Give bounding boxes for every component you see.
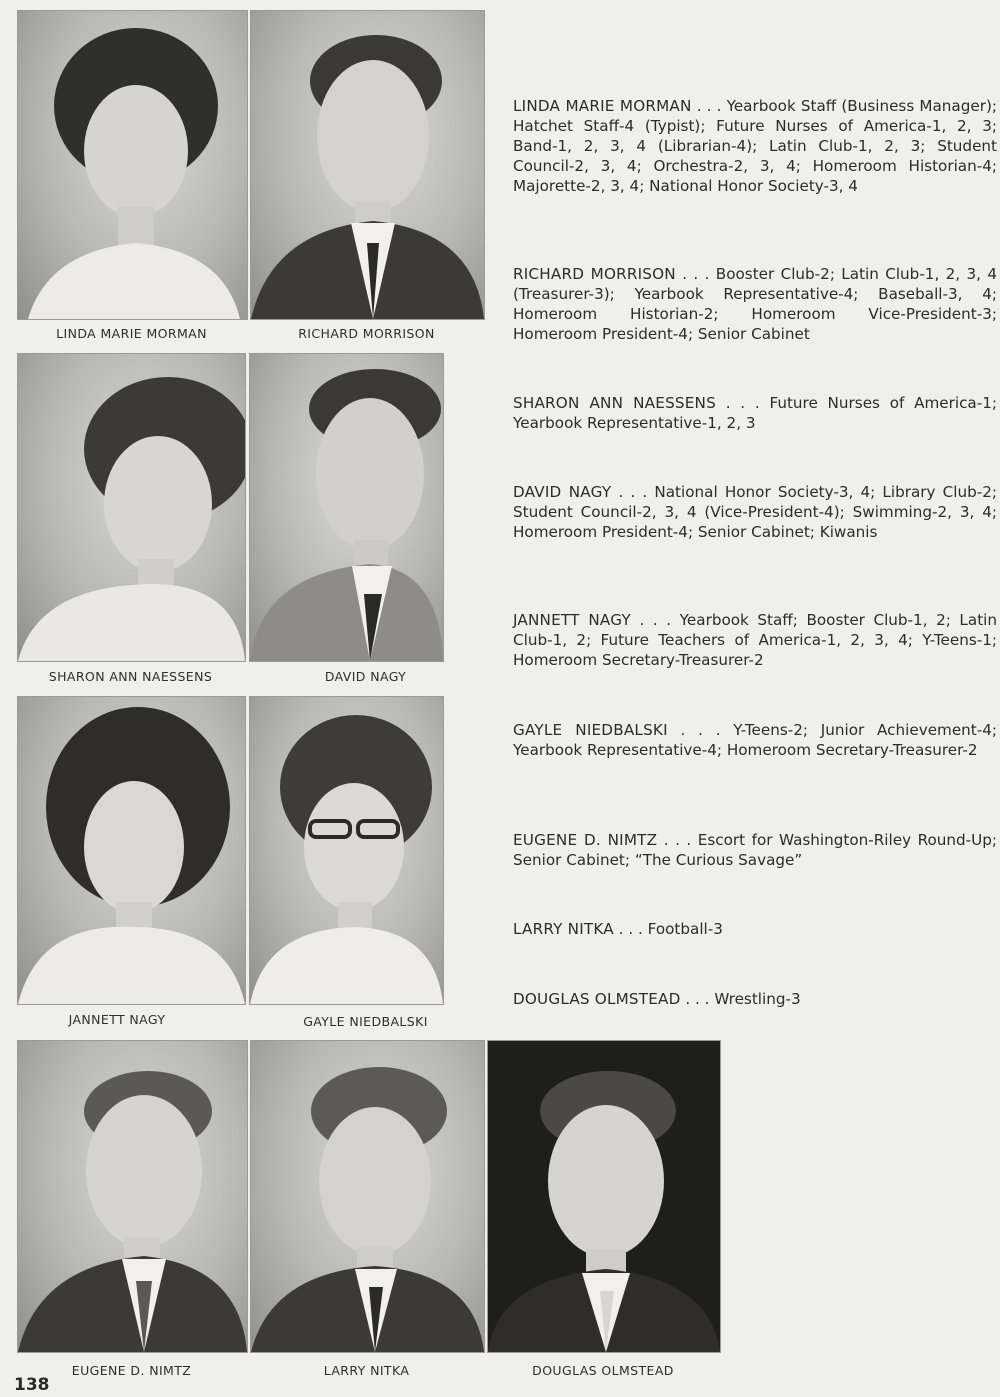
female-portrait-icon xyxy=(18,11,247,319)
bio-larry-nitka xyxy=(513,919,997,939)
bio-sharon-ann-naessens xyxy=(513,393,997,433)
bio-activities: National Honor Society-3, 4; Library Club-2; Student Council-2, 3, 4 (Vice-President-4); Swimming-2, 3, 4; Homeroom President-4; Senior Cabinet; Kiwanis xyxy=(513,483,997,541)
portrait-jannett-nagy xyxy=(17,696,246,1005)
male-portrait-icon xyxy=(251,11,484,319)
bio-activities: Yearbook Staff (Business Manager); Hatchet Staff-4 (Typist); Future Nurses of America-1, 2, 3; Band-1, 2, 3, 4 (Librarian-4); Latin Club-1, 2, 3; Student Council-2, 3, 4; Orchestra-2, 3, 4; Homeroom Historian-4; Majorette-2, 3, 4; National Honor Society-3, 4 xyxy=(513,97,997,195)
male-portrait-icon xyxy=(250,354,443,661)
bio-activities: Booster Club-2; Latin Club-1, 2, 3, 4 (Treasurer-3); Yearbook Representative-4; Baseball-3, 4; Homeroom Historian-2; Homeroom Vice-President-3; Homeroom President-4; Senior Cabinet xyxy=(513,265,997,343)
bio-linda-marie-morman xyxy=(513,96,997,196)
bio-student-name: RICHARD MORRISON xyxy=(513,265,676,283)
portrait-linda-marie-morman xyxy=(17,10,248,320)
bio-student-name: SHARON ANN NAESSENS xyxy=(513,394,716,412)
bio-separator: . . . xyxy=(613,920,648,938)
portrait-gayle-niedbalski xyxy=(249,696,444,1005)
female-portrait-icon xyxy=(18,697,245,1004)
bio-activities: Future Nurses of America-1; Yearbook Representative-1, 2, 3 xyxy=(513,394,997,432)
bio-separator: . . . xyxy=(691,97,727,115)
bio-separator: . . . xyxy=(657,831,698,849)
bio-separator: . . . xyxy=(667,721,734,739)
caption-richard-morrison: RICHARD MORRISON xyxy=(298,326,435,341)
caption-sharon-ann-naessens: SHARON ANN NAESSENS xyxy=(48,669,213,684)
portrait-richard-morrison xyxy=(250,10,485,320)
bio-student-name: DOUGLAS OLMSTEAD xyxy=(513,990,681,1008)
caption-jannett-nagy: JANNETT NAGY xyxy=(68,1012,166,1027)
bio-richard-morrison xyxy=(513,264,997,344)
caption-larry-nitka: LARRY NITKA xyxy=(323,1363,410,1378)
bio-student-name: LINDA MARIE MORMAN xyxy=(513,97,692,115)
portrait-eugene-d-nimtz xyxy=(17,1040,248,1353)
caption-david-nagy: DAVID NAGY xyxy=(324,669,407,684)
bio-separator: . . . xyxy=(675,265,716,283)
page-number: 138 xyxy=(14,1375,50,1395)
bio-separator: . . . xyxy=(680,990,715,1008)
bio-activities: Yearbook Staff; Booster Club-1, 2; Latin Club-1, 2; Future Teachers of America-1, 2, 3, 4; Y-Teens-1; Homeroom Secretary-Treasurer-2 xyxy=(513,611,997,669)
caption-gayle-niedbalski: GAYLE NIEDBALSKI xyxy=(303,1014,428,1029)
bio-student-name: GAYLE NIEDBALSKI xyxy=(513,721,668,739)
bio-student-name: JANNETT NAGY xyxy=(513,611,631,629)
caption-douglas-olmstead: DOUGLAS OLMSTEAD xyxy=(532,1363,674,1378)
bio-student-name: DAVID NAGY xyxy=(513,483,612,501)
portrait-douglas-olmstead xyxy=(487,1040,721,1353)
caption-linda-marie-morman: LINDA MARIE MORMAN xyxy=(56,326,207,341)
bio-separator: . . . xyxy=(611,483,655,501)
female-portrait-icon xyxy=(18,354,245,661)
bio-david-nagy xyxy=(513,482,997,542)
caption-eugene-d-nimtz: EUGENE D. NIMTZ xyxy=(71,1363,192,1378)
bio-eugene-d-nimtz xyxy=(513,830,997,870)
bio-activities: Football-3 xyxy=(647,920,723,938)
bio-activities: Escort for Washington-Riley Round-Up; Senior Cabinet; “The Curious Savage” xyxy=(513,831,997,869)
bio-separator: . . . xyxy=(630,611,680,629)
bio-activities: Wrestling-3 xyxy=(714,990,801,1008)
male-portrait-icon xyxy=(488,1041,720,1352)
bio-separator: . . . xyxy=(715,394,770,412)
bio-jannett-nagy xyxy=(513,610,997,670)
portrait-larry-nitka xyxy=(250,1040,485,1353)
male-portrait-icon xyxy=(18,1041,247,1352)
bio-gayle-niedbalski xyxy=(513,720,997,760)
bio-activities: Y-Teens-2; Junior Achievement-4; Yearbook Representative-4; Homeroom Secretary-Treasurer-2 xyxy=(513,721,998,759)
female-portrait-icon xyxy=(250,697,443,1004)
bio-student-name: LARRY NITKA xyxy=(513,920,614,938)
male-portrait-icon xyxy=(251,1041,484,1352)
portrait-sharon-ann-naessens xyxy=(17,353,246,662)
portrait-david-nagy xyxy=(249,353,444,662)
bio-douglas-olmstead xyxy=(513,989,997,1009)
bio-student-name: EUGENE D. NIMTZ xyxy=(513,831,658,849)
